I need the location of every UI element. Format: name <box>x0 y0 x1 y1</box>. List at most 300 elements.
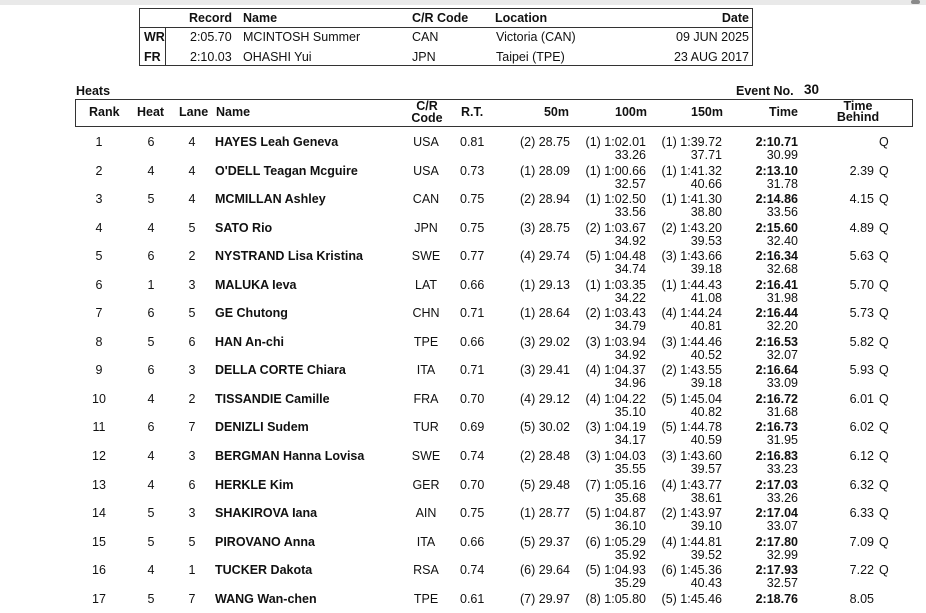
split-150m-lap: 39.18 <box>690 262 722 277</box>
split-50m: (1) 29.13 <box>519 277 570 292</box>
qualification-mark: Q <box>879 563 889 578</box>
heat-cell: 5 <box>147 591 155 606</box>
lane-cell: 5 <box>188 306 196 321</box>
table-row <box>0 214 926 248</box>
swimmer-name: O'DELL Teagan Mcguire <box>215 163 358 178</box>
event-number: 30 <box>804 82 820 97</box>
lane-cell: 1 <box>188 563 196 578</box>
split-100m-lap: 32.57 <box>614 176 646 191</box>
rank-cell: 8 <box>95 334 103 349</box>
country-code: USA <box>413 135 439 149</box>
split-150m: (2) 1:43.55 <box>661 363 722 378</box>
split-50m: (7) 29.97 <box>519 591 570 606</box>
split-100m: (4) 1:04.37 <box>585 363 646 378</box>
record-type: WR <box>144 30 165 44</box>
split-150m-lap: 41.08 <box>690 290 722 305</box>
rank-cell: 6 <box>95 277 103 292</box>
country-code: CAN <box>412 192 440 207</box>
rank-cell: 11 <box>92 420 106 435</box>
time-behind: 6.33 <box>849 506 874 521</box>
lane-cell: 5 <box>188 220 196 235</box>
lane-cell: 2 <box>188 249 196 264</box>
split-50m: (3) 29.02 <box>519 334 570 349</box>
event-label: Event No. <box>736 84 794 98</box>
final-lap: 32.40 <box>766 233 798 248</box>
swimmer-name: TUCKER Dakota <box>215 563 313 578</box>
table-row <box>0 442 926 477</box>
time-behind: 7.22 <box>849 563 874 578</box>
split-150m: (1) 1:41.32 <box>661 163 722 178</box>
split-150m-lap: 40.81 <box>690 319 722 334</box>
swimmer-name: NYSTRAND Lisa Kristina <box>215 249 363 264</box>
final-lap: 31.68 <box>766 404 798 419</box>
split-150m: (4) 1:44.24 <box>661 306 722 321</box>
country-code: AIN <box>415 506 437 521</box>
swimmer-name: TISSANDIE Camille <box>215 391 330 406</box>
table-row <box>0 471 926 505</box>
qualification-mark: Q <box>879 163 889 178</box>
final-lap: 32.68 <box>766 262 798 277</box>
lane-cell: 7 <box>188 591 196 606</box>
reaction-time: 0.77 <box>460 249 485 264</box>
heat-cell: 6 <box>147 363 155 378</box>
split-150m-lap: 39.10 <box>690 519 722 534</box>
table-row <box>0 157 926 191</box>
qualification-mark: Q <box>879 306 889 321</box>
table-row <box>0 528 926 562</box>
lane-cell: 4 <box>188 163 196 178</box>
qualification-mark: Q <box>879 363 889 378</box>
split-50m: (2) 28.48 <box>519 449 570 464</box>
table-row <box>0 413 926 448</box>
lane-cell: 7 <box>188 420 196 435</box>
split-50m: (5) 30.02 <box>519 420 570 435</box>
swimmer-name: MALUKA Ieva <box>215 277 297 292</box>
final-lap: 32.57 <box>766 576 798 591</box>
final-lap: 32.07 <box>766 347 798 362</box>
swimmer-name: DENIZLI Sudem <box>215 420 309 435</box>
heat-cell: 6 <box>147 420 155 435</box>
window-top-bar <box>0 0 926 5</box>
table-row <box>0 271 926 305</box>
header-heat: Heat <box>137 105 165 119</box>
final-time: 2:18.76 <box>755 591 798 606</box>
records-header-date: Date <box>721 11 749 25</box>
record-time: 2:10.03 <box>190 50 232 64</box>
header-split-50m: 50m <box>543 105 569 119</box>
country-code: LAT <box>415 277 437 292</box>
record-code: JPN <box>412 50 436 64</box>
split-150m: (5) 1:45.46 <box>661 591 722 606</box>
split-100m: (3) 1:04.03 <box>585 449 646 464</box>
lane-cell: 3 <box>188 449 196 464</box>
split-50m: (2) 28.94 <box>519 192 570 207</box>
country-code: CHN <box>412 306 440 321</box>
split-100m: (1) 1:03.35 <box>585 277 646 292</box>
final-time: 2:10.71 <box>755 135 798 149</box>
rank-cell: 10 <box>92 391 106 406</box>
qualification-mark: Q <box>879 477 889 492</box>
final-lap: 30.99 <box>766 148 798 162</box>
final-time: 2:16.64 <box>755 363 798 378</box>
time-behind: 6.12 <box>849 449 874 464</box>
split-50m: (4) 29.74 <box>519 249 570 264</box>
split-150m: (3) 1:44.46 <box>661 334 722 349</box>
table-row <box>0 242 926 277</box>
swimmer-name: WANG Wan-chen <box>215 591 317 606</box>
table-row <box>0 499 926 534</box>
reaction-time: 0.75 <box>460 506 485 521</box>
split-150m-lap: 40.82 <box>690 404 722 419</box>
final-lap: 32.99 <box>766 547 798 562</box>
records-header-divider <box>140 27 752 28</box>
time-behind: 6.32 <box>849 477 874 492</box>
rank-cell: 3 <box>95 192 103 207</box>
lane-cell: 4 <box>188 192 196 207</box>
split-50m: (2) 28.75 <box>519 135 570 149</box>
final-time: 2:16.73 <box>755 420 798 435</box>
reaction-time: 0.74 <box>460 563 485 578</box>
record-code: CAN <box>412 30 439 44</box>
split-50m: (1) 28.64 <box>519 306 570 321</box>
reaction-time: 0.73 <box>460 163 485 178</box>
time-behind: 5.63 <box>849 249 874 264</box>
heat-cell: 4 <box>147 477 155 492</box>
heat-cell: 4 <box>147 220 155 235</box>
record-time: 2:05.70 <box>190 30 232 44</box>
records-header-record: Record <box>189 11 233 25</box>
heat-cell: 5 <box>147 506 155 521</box>
qualification-mark: Q <box>879 135 889 149</box>
swimmer-name: BERGMAN Hanna Lovisa <box>215 449 365 464</box>
split-150m: (2) 1:43.20 <box>661 220 722 235</box>
table-row <box>0 299 926 334</box>
reaction-time: 0.61 <box>460 591 485 606</box>
qualification-mark: Q <box>879 220 889 235</box>
time-behind: 6.02 <box>849 420 874 435</box>
rank-cell: 16 <box>92 563 106 578</box>
split-100m: (1) 1:02.01 <box>585 135 646 149</box>
split-50m: (3) 29.41 <box>519 363 570 378</box>
results-header <box>75 99 913 127</box>
records-table <box>139 8 753 66</box>
time-behind: 4.15 <box>849 192 874 207</box>
split-150m: (4) 1:43.77 <box>661 477 722 492</box>
split-100m: (7) 1:05.16 <box>585 477 646 492</box>
table-row <box>0 328 926 362</box>
time-behind: 5.93 <box>849 363 874 378</box>
record-date: 23 AUG 2017 <box>673 50 749 64</box>
split-100m-lap: 33.26 <box>614 148 646 162</box>
split-100m-lap: 34.79 <box>614 319 646 334</box>
header-code-line2: Code <box>411 111 443 125</box>
reaction-time: 0.66 <box>460 334 485 349</box>
table-row <box>0 356 926 391</box>
split-150m-lap: 40.52 <box>690 347 722 362</box>
split-100m: (4) 1:04.22 <box>585 391 646 406</box>
qualification-mark: Q <box>879 192 889 207</box>
header-rank: Rank <box>89 105 120 119</box>
qualification-mark: Q <box>879 277 889 292</box>
heat-cell: 5 <box>147 334 155 349</box>
split-100m: (2) 1:03.43 <box>585 306 646 321</box>
split-100m-lap: 34.22 <box>614 290 646 305</box>
lane-cell: 6 <box>188 477 196 492</box>
reaction-time: 0.71 <box>460 306 485 321</box>
rank-cell: 2 <box>95 163 103 178</box>
section-title: Heats <box>76 84 111 98</box>
heat-cell: 6 <box>147 135 155 149</box>
final-lap: 33.56 <box>766 205 798 220</box>
split-150m: (3) 1:43.60 <box>661 449 722 464</box>
record-location: Victoria (CAN) <box>496 30 576 44</box>
split-100m: (3) 1:04.19 <box>585 420 646 435</box>
final-lap: 32.20 <box>766 319 798 334</box>
country-code: ITA <box>416 363 436 378</box>
time-behind: 5.73 <box>849 306 874 321</box>
reaction-time: 0.69 <box>460 420 485 435</box>
header-lane: Lane <box>179 105 209 119</box>
rank-cell: 7 <box>95 306 103 321</box>
split-100m: (1) 1:00.66 <box>585 163 646 178</box>
country-code: ITA <box>416 534 436 549</box>
split-100m-lap: 36.10 <box>614 519 646 534</box>
final-time: 2:16.34 <box>755 249 798 264</box>
split-150m-lap: 38.80 <box>690 205 722 220</box>
lane-cell: 6 <box>188 334 196 349</box>
swimmer-name: SHAKIROVA Iana <box>215 506 318 521</box>
table-row <box>0 585 926 613</box>
split-50m: (4) 29.12 <box>519 391 570 406</box>
header-time: Time <box>769 105 798 119</box>
header-behind-line1: Time <box>843 99 873 113</box>
records-header-name: Name <box>243 11 278 25</box>
split-100m: (5) 1:04.93 <box>585 563 646 578</box>
header-name: Name <box>216 105 251 119</box>
heat-cell: 4 <box>147 391 155 406</box>
swimmer-name: MCMILLAN Ashley <box>215 192 326 207</box>
time-behind: 2.39 <box>849 163 874 178</box>
final-time: 2:16.83 <box>755 449 798 464</box>
final-lap: 33.07 <box>766 519 798 534</box>
header-split-100m: 100m <box>615 105 647 119</box>
final-time: 2:16.41 <box>755 277 798 292</box>
table-row <box>0 385 926 419</box>
rank-cell: 15 <box>92 534 106 549</box>
rank-cell: 14 <box>92 506 106 521</box>
record-location: Taipei (TPE) <box>496 50 565 64</box>
header-split-150m: 150m <box>691 105 723 119</box>
final-time: 2:17.93 <box>755 563 798 578</box>
lane-cell: 2 <box>188 391 196 406</box>
header-reaction-time: R.T. <box>461 105 484 119</box>
split-100m: (8) 1:05.80 <box>585 591 646 606</box>
split-150m: (3) 1:43.66 <box>661 249 722 264</box>
swimmer-name: HERKLE Kim <box>215 477 294 492</box>
split-150m: (5) 1:44.78 <box>661 420 722 435</box>
lane-cell: 5 <box>188 534 196 549</box>
heat-cell: 1 <box>147 277 155 292</box>
split-150m-lap: 40.59 <box>690 433 722 448</box>
lane-cell: 3 <box>188 277 196 292</box>
country-code: TPE <box>413 591 439 606</box>
qualification-mark: Q <box>879 391 889 406</box>
final-time: 2:17.04 <box>755 506 798 521</box>
split-100m-lap: 35.68 <box>614 490 646 505</box>
country-code: SWE <box>411 249 441 264</box>
record-date: 09 JUN 2025 <box>676 30 749 44</box>
split-150m: (1) 1:41.30 <box>661 192 722 207</box>
time-behind: 5.70 <box>849 277 874 292</box>
table-row <box>0 185 926 220</box>
split-150m-lap: 37.71 <box>690 148 722 162</box>
records-header-code: C/R Code <box>412 11 469 25</box>
final-time: 2:16.53 <box>755 334 798 349</box>
reaction-time: 0.75 <box>460 220 485 235</box>
split-50m: (3) 28.75 <box>519 220 570 235</box>
split-150m: (1) 1:39.72 <box>661 135 722 149</box>
heat-cell: 5 <box>147 192 155 207</box>
results-list <box>0 128 926 613</box>
qualification-mark: Q <box>879 534 889 549</box>
qualification-mark: Q <box>879 249 889 264</box>
reaction-time: 0.70 <box>460 391 485 406</box>
rank-cell: 5 <box>95 249 103 264</box>
record-holder: MCINTOSH Summer <box>243 30 361 44</box>
heat-cell: 5 <box>147 534 155 549</box>
split-100m-lap: 35.10 <box>614 404 646 419</box>
final-lap: 33.23 <box>766 462 798 477</box>
split-50m: (5) 29.37 <box>519 534 570 549</box>
table-row <box>0 128 926 162</box>
split-150m-lap: 39.52 <box>690 547 722 562</box>
country-code: GER <box>412 477 440 492</box>
split-50m: (6) 29.64 <box>519 563 570 578</box>
rank-cell: 12 <box>92 449 106 464</box>
country-code: USA <box>413 163 439 178</box>
final-lap: 31.95 <box>766 433 798 448</box>
time-behind: 7.09 <box>849 534 874 549</box>
split-100m-lap: 34.92 <box>614 347 646 362</box>
qualification-mark: Q <box>879 506 889 521</box>
swimmer-name: HAYES Leah Geneva <box>215 135 339 149</box>
split-100m: (6) 1:05.29 <box>585 534 646 549</box>
qualification-mark: Q <box>879 334 889 349</box>
heat-cell: 4 <box>147 163 155 178</box>
heat-cell: 4 <box>147 563 155 578</box>
final-time: 2:17.80 <box>755 534 798 549</box>
reaction-time: 0.66 <box>460 277 485 292</box>
split-50m: (1) 28.77 <box>519 506 570 521</box>
lane-cell: 4 <box>188 135 196 149</box>
final-time: 2:13.10 <box>755 163 798 178</box>
lane-cell: 3 <box>188 363 196 378</box>
split-150m: (2) 1:43.97 <box>661 506 722 521</box>
split-100m-lap: 35.55 <box>614 462 646 477</box>
rank-cell: 1 <box>95 135 103 149</box>
country-code: FRA <box>413 391 439 406</box>
swimmer-name: GE Chutong <box>215 306 288 321</box>
split-100m-lap: 34.74 <box>614 262 646 277</box>
header-code-line1: C/R <box>416 99 438 113</box>
record-holder: OHASHI Yui <box>243 50 312 64</box>
final-time: 2:17.03 <box>755 477 798 492</box>
final-time: 2:16.44 <box>755 306 798 321</box>
header-behind-line2: Behind <box>836 110 880 124</box>
split-100m: (1) 1:02.50 <box>585 192 646 207</box>
split-150m-lap: 38.61 <box>690 490 722 505</box>
swimmer-name: PIROVANO Anna <box>215 534 316 549</box>
records-header-location: Location <box>495 11 548 25</box>
final-time: 2:15.60 <box>755 220 798 235</box>
final-lap: 33.09 <box>766 376 798 391</box>
split-150m-lap: 40.66 <box>690 176 722 191</box>
time-behind: 5.82 <box>849 334 874 349</box>
heat-cell: 6 <box>147 249 155 264</box>
country-code: SWE <box>411 449 441 464</box>
split-100m-lap: 34.96 <box>614 376 646 391</box>
split-150m-lap: 39.18 <box>690 376 722 391</box>
heat-cell: 4 <box>147 449 155 464</box>
rank-cell: 13 <box>92 477 106 492</box>
final-lap: 33.26 <box>766 490 798 505</box>
final-time: 2:16.72 <box>755 391 798 406</box>
split-150m: (5) 1:45.04 <box>661 391 722 406</box>
split-100m-lap: 34.92 <box>614 233 646 248</box>
split-150m-lap: 39.57 <box>690 462 722 477</box>
split-100m-lap: 34.17 <box>614 433 646 448</box>
final-time: 2:14.86 <box>755 192 798 207</box>
split-100m: (5) 1:04.87 <box>585 506 646 521</box>
split-100m: (5) 1:04.48 <box>585 249 646 264</box>
country-code: TPE <box>413 334 439 349</box>
split-100m: (3) 1:03.94 <box>585 334 646 349</box>
rank-cell: 4 <box>95 220 103 235</box>
split-150m: (6) 1:45.36 <box>661 563 722 578</box>
reaction-time: 0.75 <box>460 192 485 207</box>
time-behind: 4.89 <box>849 220 874 235</box>
split-50m: (5) 29.48 <box>519 477 570 492</box>
country-code: TUR <box>413 420 439 435</box>
final-lap: 31.78 <box>766 176 798 191</box>
reaction-time: 0.71 <box>460 363 485 378</box>
swimmer-name: SATO Rio <box>215 220 273 235</box>
qualification-mark: Q <box>879 420 889 435</box>
rank-cell: 17 <box>92 591 106 606</box>
split-150m: (4) 1:44.81 <box>661 534 722 549</box>
final-lap: 31.98 <box>766 290 798 305</box>
record-type: FR <box>144 50 161 64</box>
split-150m: (1) 1:44.43 <box>661 277 722 292</box>
reaction-time: 0.74 <box>460 449 485 464</box>
time-behind: 8.05 <box>849 591 874 606</box>
split-150m-lap: 39.53 <box>690 233 722 248</box>
split-50m: (1) 28.09 <box>519 163 570 178</box>
qualification-mark: Q <box>879 449 889 464</box>
time-behind: 6.01 <box>849 391 874 406</box>
scroll-indicator[interactable] <box>911 0 920 4</box>
reaction-time: 0.70 <box>460 477 485 492</box>
table-row <box>0 556 926 591</box>
split-100m-lap: 33.56 <box>614 205 646 220</box>
swimmer-name: DELLA CORTE Chiara <box>215 363 346 378</box>
reaction-time: 0.81 <box>460 135 485 149</box>
split-100m-lap: 35.92 <box>614 547 646 562</box>
country-code: JPN <box>414 220 438 235</box>
rank-cell: 9 <box>95 363 103 378</box>
country-code: RSA <box>413 563 439 578</box>
lane-cell: 3 <box>188 506 196 521</box>
